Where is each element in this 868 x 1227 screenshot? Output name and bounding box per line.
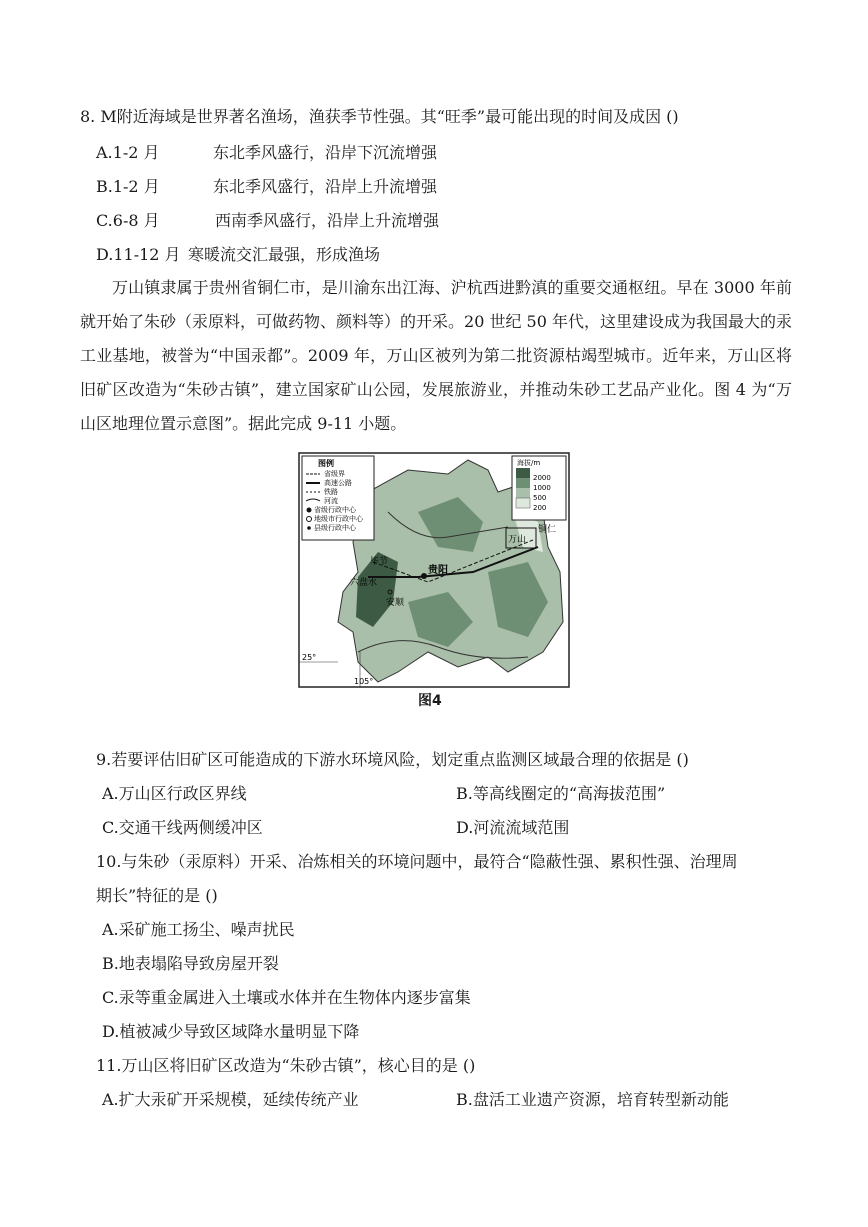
elevation-title: 海拔/m (517, 459, 541, 467)
capital-symbol (307, 508, 312, 513)
place-liupanshui: 六盘水 (350, 578, 378, 588)
q8-option-c-text: 西南季风盛行，沿岸上升流增强 (215, 211, 440, 230)
elevation-level: 1000 (533, 484, 551, 492)
place-tongren: 铜仁 (538, 525, 557, 535)
q9-option-b: B.等高线圈定的“高海拔范围” (456, 784, 666, 803)
q8-option-c-key: C.6-8 月 (96, 211, 160, 230)
q10-option-d: D.植被减少导致区域降水量明显下降 (102, 1022, 360, 1041)
q10-stem-line2: 期长”特征的是 () (96, 886, 218, 905)
legend-item: 河流 (324, 497, 338, 505)
q11-option-b: B.盘活工业遗产资源，培育转型新动能 (456, 1090, 729, 1109)
q8-option-d-key: D.11-12 月 (96, 245, 181, 264)
figure-4-map (298, 452, 570, 688)
longitude-label: 105° (354, 677, 374, 686)
legend-item: 省级行政中心 (314, 506, 356, 514)
q9-option-d: D.河流流域范围 (456, 818, 570, 837)
legend-item: 省级界 (324, 470, 345, 478)
q8-option-d-text: 寒暖流交汇最强，形成渔场 (188, 245, 381, 264)
elevation-level: 2000 (533, 474, 551, 482)
guiyang-marker (421, 573, 427, 579)
q8-option-b-text: 东北季风盛行，沿岸上升流增强 (213, 177, 438, 196)
passage: 万山镇隶属于贵州省铜仁市，是川渝东出江海、沪杭西进黔滇的重要交通枢纽。早在 3000 年前就开始了朱砂（汞原料，可做药物、颜料等）的开采。20 世纪 50 年代，这里建设成为我国最大的汞工业基地，被誉为“中国汞都”。2009 年，万山区被列为第二批资源枯竭型城市。近年来，万山区将旧矿区改造为“朱砂古镇”，建立国家矿山公园，发展旅游业，并推动朱砂工艺品产业化。图 4 为“万山区地理位置示意图”。据此完成 9-11 小题。 (80, 278, 792, 433)
q11-option-a: A.扩大汞矿开采规模，延续传统产业 (102, 1090, 359, 1109)
legend-item: 高速公路 (324, 479, 352, 487)
latitude-label: 25° (302, 653, 317, 662)
county-symbol (307, 526, 311, 530)
q8-option-a-text: 东北季风盛行，沿岸下沉流增强 (213, 143, 438, 162)
q11-stem: 11.万山区将旧矿区改造为“朱砂古镇”，核心目的是 () (96, 1056, 476, 1075)
figure-caption: 图4 (418, 693, 442, 709)
q9-option-a: A.万山区行政区界线 (102, 784, 247, 803)
q8-option-a-key: A.1-2 月 (96, 143, 160, 162)
elevation-level: 500 (533, 494, 547, 502)
q8-option-b-key: B.1-2 月 (96, 177, 160, 196)
q9-stem: 9.若要评估旧矿区可能造成的下游水环境风险，划定重点监测区域最合理的依据是 () (96, 750, 689, 769)
place-wanshan: 万山 (508, 535, 527, 545)
legend-title: 图例 (318, 459, 334, 468)
q10-option-c: C.汞等重金属进入土壤或水体并在生物体内逐步富集 (102, 988, 471, 1007)
q8-stem: 8. M附近海域是世界著名渔场，渔获季节性强。其“旺季”最可能出现的时间及成因 () (80, 107, 679, 126)
place-guiyang: 贵阳 (428, 565, 448, 576)
place-anshun: 安顺 (386, 598, 405, 608)
q9-option-c: C.交通干线两侧缓冲区 (102, 818, 263, 837)
q10-option-b: B.地表塌陷导致房屋开裂 (102, 954, 279, 973)
elevation-level: 200 (533, 504, 547, 512)
legend-item: 铁路 (324, 488, 338, 496)
place-bijie: 毕节 (370, 557, 389, 567)
q10-stem-line1: 10.与朱砂（汞原料）开采、冶炼相关的环境问题中，最符合“隐蔽性强、累积性强、治理周 (96, 852, 738, 871)
legend-item: 县级行政中心 (314, 524, 356, 532)
q10-option-a: A.采矿施工扬尘、噪声扰民 (102, 920, 295, 939)
legend-item: 地级市行政中心 (314, 515, 363, 523)
